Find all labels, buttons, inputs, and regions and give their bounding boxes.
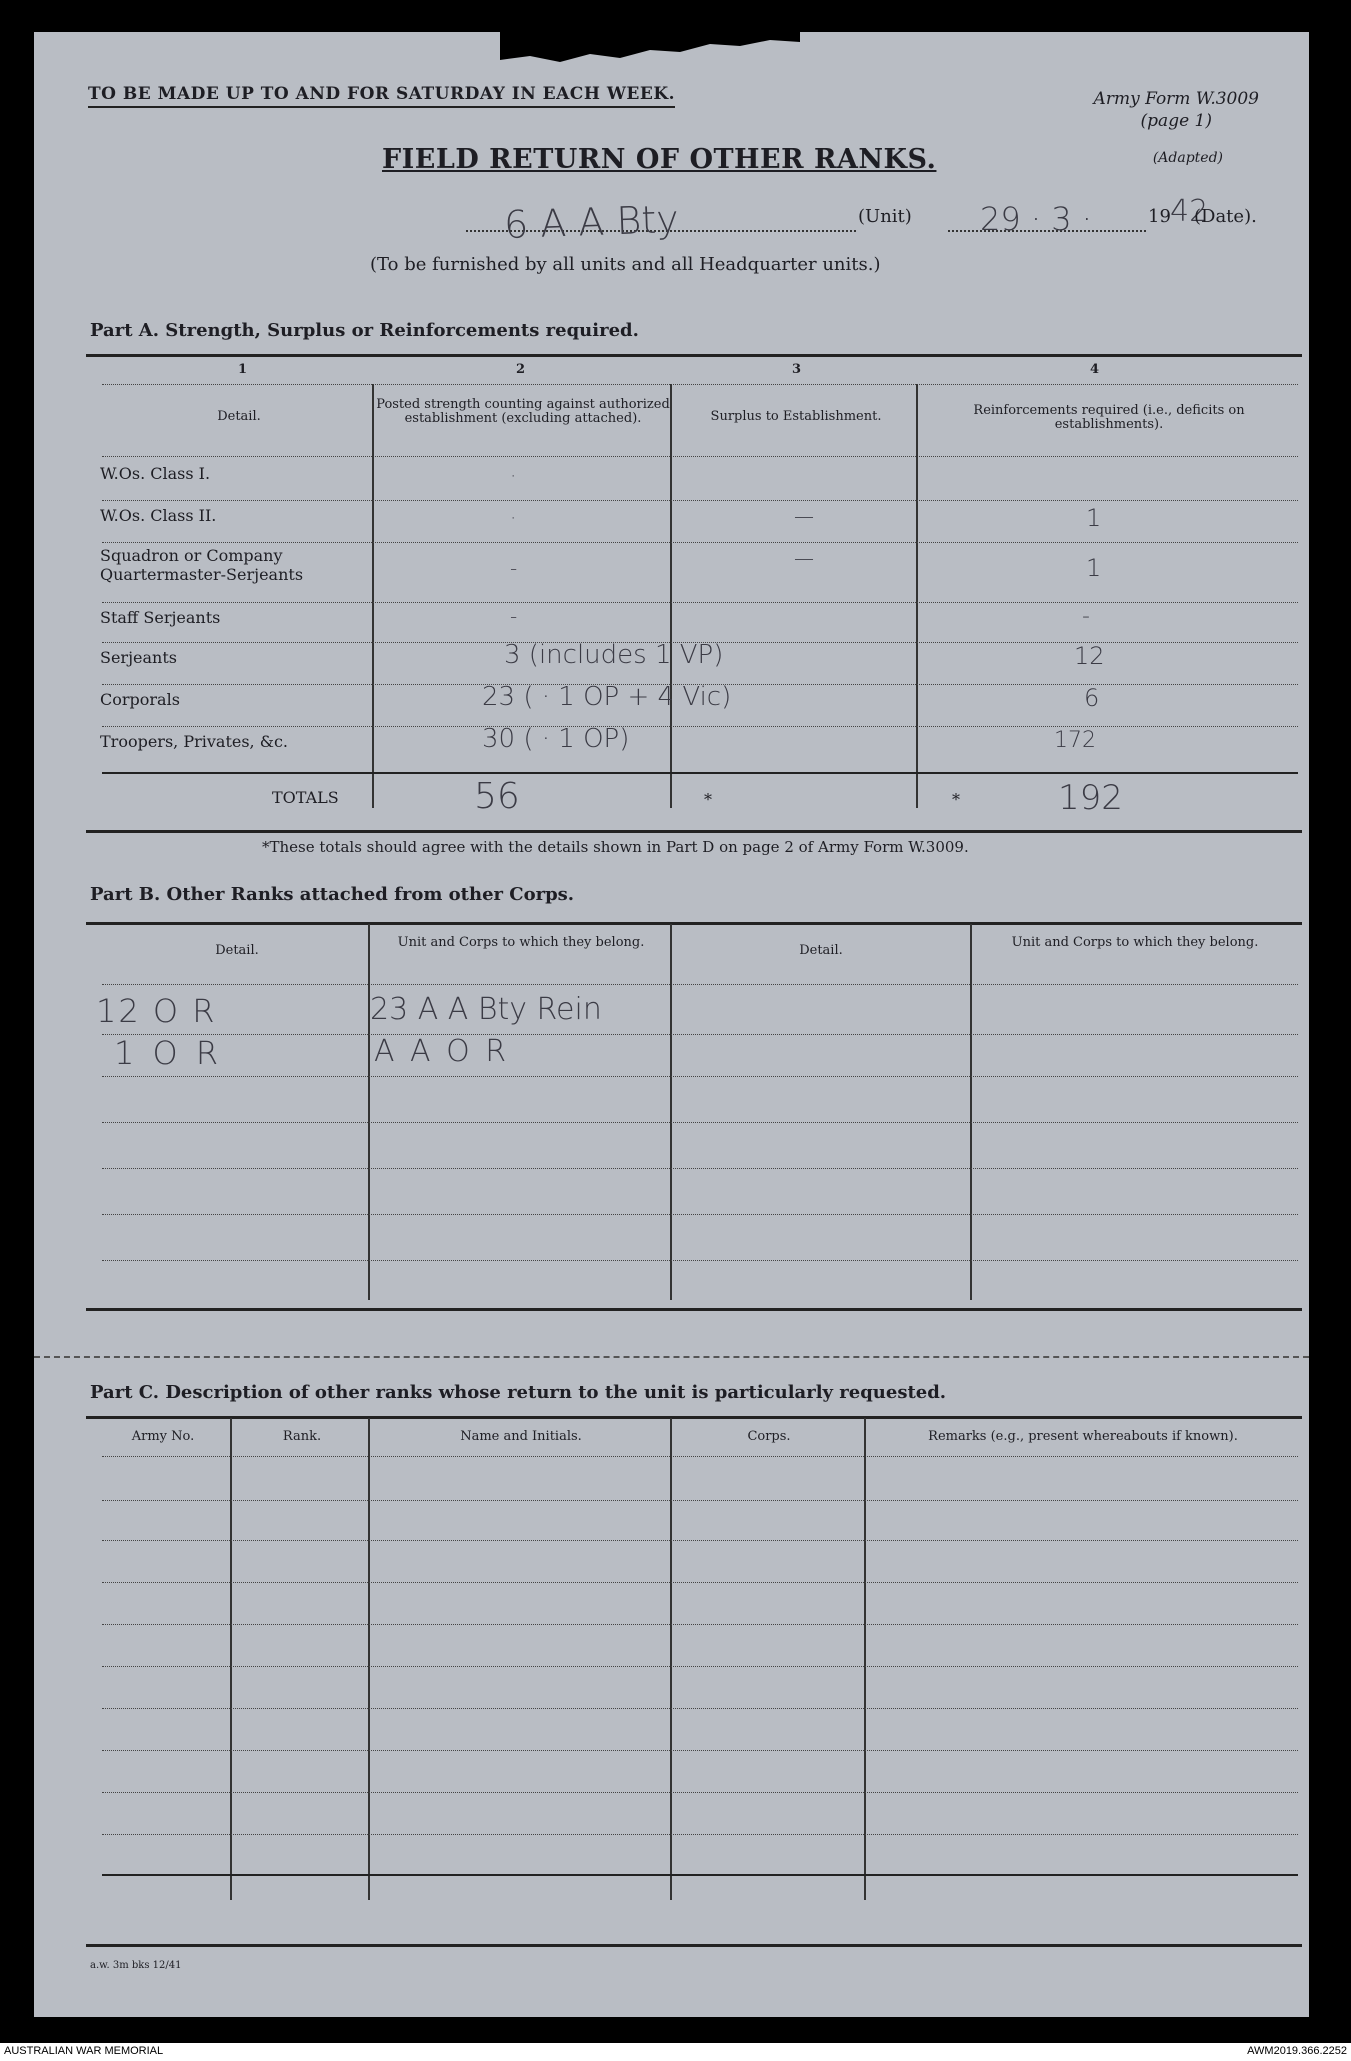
part-b-row-rule-4 — [102, 1168, 1298, 1169]
part-b-header-detail-2: Detail. — [799, 943, 843, 958]
part-a-vline-2 — [670, 384, 672, 808]
part-c-header-name: Name and Initials. — [460, 1429, 582, 1444]
part-a-header-detail: Detail. — [217, 409, 261, 424]
part-c-row-rule-4 — [102, 1624, 1298, 1625]
form-number-block — [1094, 88, 1259, 132]
part-a-row-detail-2: W.Os. Class II. — [100, 506, 217, 525]
part-c-double-rule — [102, 1874, 1298, 1876]
part-b-row-rule-3 — [102, 1122, 1298, 1123]
part-a-row-reinf-7: 172 — [1054, 728, 1096, 753]
part-b-row-detail-2: 1 O R — [114, 1034, 223, 1072]
part-b-header-rule — [102, 984, 1298, 985]
part-a-vline-3 — [916, 384, 918, 808]
part-c-row-rule-5 — [102, 1666, 1298, 1667]
date-label: (Date). — [1194, 206, 1257, 227]
part-b-row-rule-5 — [102, 1214, 1298, 1215]
part-b-header-detail-1: Detail. — [215, 943, 259, 958]
part-c-heading: Part C. Description of other ranks whose return to the unit is particularly requested. — [90, 1382, 947, 1403]
part-b-row-unit-2: A A O R — [374, 1034, 510, 1069]
part-a-colnum-1: 1 — [238, 362, 248, 377]
part-b-row-unit-1: 23 A A Bty Rein — [370, 992, 602, 1027]
archive-footer-right: AWM2019.366.2252 — [1247, 2045, 1347, 2057]
unit-handwritten: 6 A A Bty — [503, 196, 680, 248]
part-a-totals-reinf-star: * — [952, 790, 960, 809]
fold-line — [34, 1356, 1309, 1358]
part-b-heading: Part B. Other Ranks attached from other Corps. — [90, 884, 575, 905]
part-b-row-rule-2 — [102, 1076, 1298, 1077]
part-a-colnum-rule — [102, 384, 1298, 385]
part-a-row-rule-1 — [102, 500, 1298, 501]
part-a-top-rule — [86, 354, 1302, 357]
part-a-totals-reinf: 192 — [1058, 778, 1123, 818]
part-a-header-posted: Posted strength counting against authorized establishment (excluding attached). — [376, 397, 670, 426]
part-b-row-rule-1 — [102, 1034, 1298, 1035]
page-number: (page 1) — [1140, 111, 1212, 131]
part-a-heading: Part A. Strength, Surplus or Reinforcements required. — [90, 320, 639, 341]
part-a-row-reinf-2: 1 — [1086, 504, 1102, 532]
part-b-top-rule — [86, 922, 1302, 925]
part-b-vline-1 — [368, 924, 370, 1300]
part-a-totals-posted: 56 — [474, 776, 520, 817]
part-c-row-rule-3 — [102, 1582, 1298, 1583]
part-c-row-rule-8 — [102, 1792, 1298, 1793]
part-c-row-rule-2 — [102, 1540, 1298, 1541]
part-a-row-posted-7: 30 ( · 1 OP) — [482, 724, 630, 754]
part-a-vline-1 — [372, 384, 374, 808]
part-a-row-reinf-4: - — [1082, 604, 1090, 629]
part-a-row-posted-6: 23 ( · 1 OP + 4 Vic) — [482, 682, 732, 712]
part-a-row-surplus-3: — — [794, 546, 814, 570]
part-c-row-rule-7 — [102, 1750, 1298, 1751]
part-a-totals-label: TOTALS — [272, 788, 339, 807]
year-handwritten: 42 — [1170, 194, 1209, 229]
part-a-row-posted-5: 3 (includes 1 VP) — [504, 640, 724, 670]
part-a-row-detail-5: Serjeants — [100, 648, 177, 667]
part-a-row-posted-4: - — [510, 604, 518, 628]
part-a-row-rule-2 — [102, 542, 1298, 543]
print-code: a.w. 3m bks 12/41 — [90, 1960, 182, 1971]
part-a-row-detail-6: Corporals — [100, 690, 180, 709]
subtitle: (To be furnished by all units and all Headquarter units.) — [370, 254, 881, 275]
part-a-row-rule-3 — [102, 602, 1298, 603]
instruction-text: TO BE MADE UP TO AND FOR SATURDAY IN EACH WEEK. — [88, 84, 675, 108]
archive-footer — [0, 2043, 1351, 2061]
part-a-row-reinf-6: 6 — [1084, 684, 1100, 712]
part-a-row-reinf-5: 12 — [1074, 642, 1105, 670]
part-c-vline-3 — [670, 1418, 672, 1900]
part-a-row-reinf-3: 1 — [1086, 554, 1102, 582]
part-c-header-rank: Rank. — [282, 1429, 322, 1444]
part-b-vline-2 — [670, 924, 672, 1300]
year-prefix: 19 — [1148, 206, 1171, 227]
torn-edge — [500, 32, 800, 68]
part-c-bottom-rule — [86, 1944, 1302, 1947]
part-c-row-rule-6 — [102, 1708, 1298, 1709]
part-a-totals-surplus: * — [704, 790, 712, 809]
part-a-colnum-2: 2 — [516, 362, 526, 377]
part-c-header-army-no: Army No. — [131, 1429, 195, 1444]
archive-footer-left: AUSTRALIAN WAR MEMORIAL — [4, 2045, 164, 2057]
part-a-row-detail-3: Squadron or Company Quartermaster-Serjeants — [100, 546, 304, 584]
part-c-header-remarks: Remarks (e.g., present whereabouts if known). — [928, 1429, 1238, 1444]
part-a-bottom-rule — [86, 830, 1302, 833]
part-a-row-posted-3: - — [510, 556, 518, 580]
adapted-label: (Adapted) — [1152, 150, 1223, 166]
part-a-header-reinf: Reinforcements required (i.e., deficits on establishments). — [973, 403, 1245, 432]
part-c-row-rule-9 — [102, 1834, 1298, 1835]
part-c-row-rule-1 — [102, 1500, 1298, 1501]
part-a-header-rule — [102, 456, 1298, 457]
part-c-vline-1 — [230, 1418, 232, 1900]
part-b-row-rule-6 — [102, 1260, 1298, 1261]
part-c-vline-4 — [864, 1418, 866, 1900]
form-number: Army Form W.3009 — [1093, 89, 1259, 109]
part-c-vline-2 — [368, 1418, 370, 1900]
form-sheet — [34, 32, 1309, 2017]
part-a-row-posted-2: · — [510, 506, 517, 530]
part-c-top-rule — [86, 1416, 1302, 1419]
part-a-colnum-3: 3 — [792, 362, 802, 377]
part-a-row-detail-7: Troopers, Privates, &c. — [100, 732, 289, 751]
part-a-row-surplus-2: — — [794, 504, 814, 528]
form-title: FIELD RETURN OF OTHER RANKS. — [382, 144, 937, 175]
part-b-bottom-rule — [86, 1308, 1302, 1311]
part-a-totals-rule — [102, 772, 1298, 774]
part-b-header-unit-1: Unit and Corps to which they belong. — [397, 935, 645, 950]
part-a-row-posted-1: · — [510, 464, 517, 488]
part-a-row-detail-1: W.Os. Class I. — [100, 464, 211, 483]
part-a-row-detail-4: Staff Serjeants — [100, 608, 221, 627]
part-a-row-rule-6 — [102, 726, 1298, 727]
part-b-header-unit-2: Unit and Corps to which they belong. — [1011, 935, 1259, 950]
part-c-header-corps: Corps. — [747, 1429, 791, 1444]
unit-label: (Unit) — [858, 206, 912, 227]
part-b-row-detail-1: 12 O R — [96, 992, 217, 1030]
part-a-footnote: *These totals should agree with the details shown in Part D on page 2 of Army Form W.3009. — [262, 838, 969, 856]
part-b-vline-3 — [970, 924, 972, 1300]
part-a-colnum-4: 4 — [1090, 362, 1100, 377]
date-handwritten: 29 · 3 · — [980, 200, 1092, 238]
part-c-header-rule — [102, 1456, 1298, 1457]
part-a-header-surplus: Surplus to Establishment. — [710, 409, 882, 424]
